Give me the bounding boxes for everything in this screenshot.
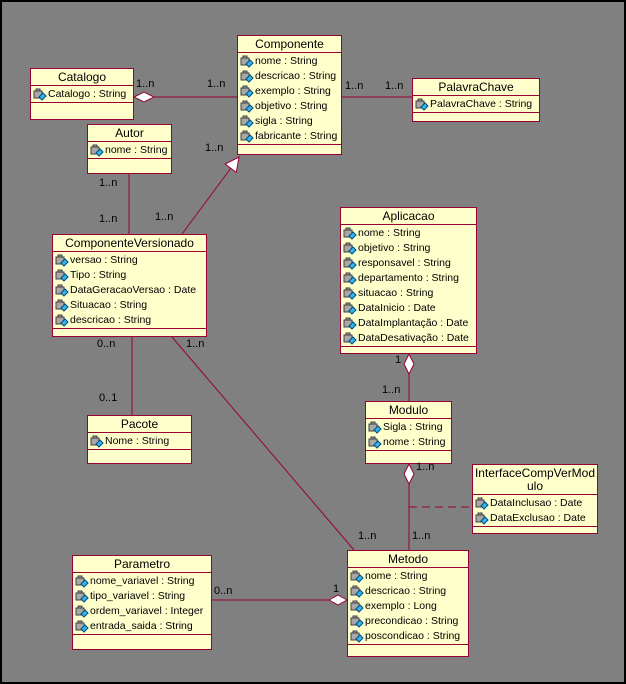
attribute-row bbox=[54, 253, 206, 268]
attribute-label: situacao : String bbox=[358, 287, 434, 299]
attribute-row bbox=[342, 226, 476, 241]
attributes-compartment bbox=[88, 433, 191, 449]
attribute-label: DataInicio : Date bbox=[358, 302, 436, 314]
attribute-row bbox=[414, 97, 539, 112]
multiplicity-label: 1..n bbox=[205, 142, 224, 154]
multiplicity-label: 1 bbox=[395, 354, 402, 366]
attribute-row bbox=[349, 599, 468, 614]
multiplicity-label: 1..n bbox=[412, 530, 431, 542]
class-name: InterfaceCompVerModulo bbox=[474, 466, 596, 493]
attribute-label: Catalogo : String bbox=[48, 88, 127, 100]
operations-compartment bbox=[366, 450, 451, 463]
attribute-label: DataGeracaoVersao : Date bbox=[70, 284, 197, 296]
multiplicity-label: 1..n bbox=[382, 384, 401, 396]
attributes-compartment bbox=[73, 573, 211, 634]
private-attribute-icon bbox=[240, 85, 254, 98]
class-aplicacao[interactable] bbox=[340, 207, 477, 354]
multiplicity-label: 1..n bbox=[385, 80, 404, 92]
attribute-row bbox=[54, 298, 206, 313]
private-attribute-icon bbox=[350, 615, 364, 628]
attribute-label: nome_variavel : String bbox=[90, 575, 195, 587]
class-interfacecompvermodulo[interactable] bbox=[472, 464, 598, 534]
attribute-row bbox=[54, 283, 206, 298]
attribute-row bbox=[474, 496, 597, 511]
class-autor[interactable] bbox=[87, 124, 172, 174]
operations-compartment bbox=[53, 328, 206, 336]
attributes-compartment bbox=[341, 225, 476, 346]
attribute-label: exemplo : String bbox=[255, 85, 331, 97]
operations-compartment bbox=[473, 526, 597, 533]
class-name: Componente bbox=[238, 36, 341, 53]
private-attribute-icon bbox=[240, 100, 254, 113]
attribute-row bbox=[349, 614, 468, 629]
private-attribute-icon bbox=[75, 575, 89, 588]
edge-catalogo-componente[interactable] bbox=[134, 92, 237, 102]
attribute-row bbox=[349, 629, 468, 644]
private-attribute-icon bbox=[343, 287, 357, 300]
attribute-label: exemplo : Long bbox=[365, 600, 437, 612]
attribute-label: nome : String bbox=[255, 55, 318, 67]
class-parametro[interactable] bbox=[72, 555, 212, 650]
class-name: PalavraChave bbox=[413, 79, 539, 96]
operations-compartment bbox=[88, 449, 191, 463]
private-attribute-icon bbox=[90, 144, 104, 157]
operations-compartment bbox=[88, 158, 171, 173]
private-attribute-icon bbox=[55, 254, 69, 267]
attribute-row bbox=[342, 241, 476, 256]
aggregation-diamond-icon bbox=[404, 354, 414, 374]
attribute-label: entrada_saida : String bbox=[90, 620, 193, 632]
multiplicity-label: 1..n bbox=[136, 78, 155, 90]
attribute-row bbox=[474, 511, 597, 526]
attribute-label: ordem_variavel : Integer bbox=[90, 605, 204, 617]
class-name: Modulo bbox=[366, 402, 451, 419]
private-attribute-icon bbox=[368, 436, 382, 449]
attribute-label: fabricante : String bbox=[255, 130, 338, 142]
multiplicity-label: 1..n bbox=[207, 78, 226, 90]
attribute-row bbox=[342, 286, 476, 301]
attribute-label: objetivo : String bbox=[255, 100, 328, 112]
private-attribute-icon bbox=[350, 585, 364, 598]
private-attribute-icon bbox=[475, 512, 489, 525]
attribute-row bbox=[74, 619, 211, 634]
attribute-row bbox=[74, 604, 211, 619]
attribute-label: descricao : String bbox=[255, 70, 337, 82]
class-name: Autor bbox=[88, 125, 171, 142]
attributes-compartment bbox=[53, 252, 206, 328]
attribute-label: DataInclusao : Date bbox=[490, 497, 583, 509]
multiplicity-label: 0..n bbox=[97, 338, 116, 350]
attribute-label: tipo_variavel : String bbox=[90, 590, 186, 602]
private-attribute-icon bbox=[415, 98, 429, 111]
generalization-triangle-icon bbox=[225, 157, 239, 172]
attribute-label: responsavel : String bbox=[358, 257, 451, 269]
edge-componenteversionado-metodo[interactable] bbox=[172, 337, 354, 550]
attribute-label: nome : String bbox=[358, 227, 421, 239]
class-name: Pacote bbox=[88, 416, 191, 433]
private-attribute-icon bbox=[240, 115, 254, 128]
operations-compartment bbox=[238, 144, 341, 154]
attribute-row bbox=[349, 584, 468, 599]
attribute-label: precondicao : String bbox=[365, 615, 459, 627]
aggregation-diamond-icon bbox=[329, 595, 347, 605]
aggregation-diamond-icon bbox=[404, 464, 414, 484]
private-attribute-icon bbox=[343, 332, 357, 345]
attribute-label: objetivo : String bbox=[358, 242, 431, 254]
private-attribute-icon bbox=[350, 570, 364, 583]
attributes-compartment bbox=[88, 142, 171, 158]
operations-compartment bbox=[341, 346, 476, 353]
private-attribute-icon bbox=[33, 88, 47, 101]
class-metodo[interactable] bbox=[347, 550, 469, 657]
attribute-row bbox=[54, 313, 206, 328]
class-name: Catalogo bbox=[31, 69, 133, 86]
private-attribute-icon bbox=[55, 269, 69, 282]
operations-compartment bbox=[73, 634, 211, 649]
attribute-label: DataExclusao : Date bbox=[490, 512, 586, 524]
aggregation-diamond-icon bbox=[134, 92, 154, 102]
private-attribute-icon bbox=[240, 130, 254, 143]
attributes-compartment bbox=[473, 495, 597, 526]
attribute-row bbox=[239, 99, 341, 114]
attribute-label: nome : String bbox=[105, 144, 168, 156]
private-attribute-icon bbox=[55, 284, 69, 297]
attribute-row bbox=[74, 589, 211, 604]
attribute-label: nome : String bbox=[383, 436, 446, 448]
attribute-label: poscondicao : String bbox=[365, 630, 461, 642]
attribute-row bbox=[74, 574, 211, 589]
attribute-row bbox=[239, 69, 341, 84]
attribute-row bbox=[89, 143, 171, 158]
attribute-label: nome : String bbox=[365, 570, 428, 582]
operations-compartment bbox=[31, 102, 133, 119]
multiplicity-label: 0..1 bbox=[99, 392, 118, 404]
attributes-compartment bbox=[31, 86, 133, 102]
attribute-row bbox=[367, 420, 451, 435]
attribute-label: descricao : String bbox=[365, 585, 447, 597]
class-palavrachave[interactable] bbox=[412, 78, 540, 122]
attribute-label: Tipo : String bbox=[70, 269, 127, 281]
attribute-row bbox=[54, 268, 206, 283]
attribute-label: DataDesativação : Date bbox=[358, 332, 469, 344]
private-attribute-icon bbox=[343, 227, 357, 240]
attribute-label: sigla : String bbox=[255, 115, 313, 127]
attributes-compartment bbox=[366, 419, 451, 450]
private-attribute-icon bbox=[343, 317, 357, 330]
attribute-row bbox=[367, 435, 451, 450]
private-attribute-icon bbox=[75, 605, 89, 618]
private-attribute-icon bbox=[350, 630, 364, 643]
attribute-label: versao : String bbox=[70, 254, 138, 266]
class-componenteversionado[interactable] bbox=[52, 234, 207, 337]
private-attribute-icon bbox=[90, 435, 104, 448]
operations-compartment bbox=[413, 112, 539, 121]
attribute-row bbox=[239, 114, 341, 129]
private-attribute-icon bbox=[343, 272, 357, 285]
private-attribute-icon bbox=[343, 302, 357, 315]
multiplicity-label: 1..n bbox=[99, 213, 118, 225]
attribute-row bbox=[239, 129, 341, 144]
multiplicity-label: 1..n bbox=[155, 211, 174, 223]
class-name: Metodo bbox=[348, 551, 468, 568]
private-attribute-icon bbox=[240, 55, 254, 68]
attribute-label: Nome : String bbox=[105, 435, 170, 447]
attribute-row bbox=[342, 331, 476, 346]
class-name: Parametro bbox=[73, 556, 211, 573]
attribute-row bbox=[89, 434, 191, 449]
private-attribute-icon bbox=[55, 314, 69, 327]
attribute-row bbox=[342, 271, 476, 286]
private-attribute-icon bbox=[75, 620, 89, 633]
attribute-label: descricao : String bbox=[70, 314, 152, 326]
attributes-compartment bbox=[413, 96, 539, 112]
attribute-row bbox=[239, 54, 341, 69]
attributes-compartment bbox=[348, 568, 468, 644]
private-attribute-icon bbox=[368, 421, 382, 434]
attribute-label: departamento : String bbox=[358, 272, 459, 284]
attribute-label: Sigla : String bbox=[383, 421, 443, 433]
multiplicity-label: 1..n bbox=[99, 177, 118, 189]
edge-aplicacao-modulo[interactable] bbox=[404, 354, 414, 401]
class-componente[interactable] bbox=[237, 35, 342, 155]
attribute-row bbox=[32, 87, 133, 102]
multiplicity-label: 1 bbox=[333, 583, 340, 595]
class-name: ComponenteVersionado bbox=[53, 235, 206, 252]
operations-compartment bbox=[348, 644, 468, 656]
attribute-row bbox=[342, 256, 476, 271]
attribute-row bbox=[342, 301, 476, 316]
attribute-row bbox=[239, 84, 341, 99]
private-attribute-icon bbox=[240, 70, 254, 83]
private-attribute-icon bbox=[343, 257, 357, 270]
multiplicity-label: 1..n bbox=[345, 80, 364, 92]
private-attribute-icon bbox=[343, 242, 357, 255]
private-attribute-icon bbox=[55, 299, 69, 312]
class-pacote[interactable] bbox=[87, 415, 192, 464]
multiplicity-label: 1..n bbox=[186, 338, 205, 350]
attribute-label: DataImplantação : Date bbox=[358, 317, 469, 329]
attributes-compartment bbox=[238, 53, 341, 144]
class-name: Aplicacao bbox=[341, 208, 476, 225]
class-catalogo[interactable] bbox=[30, 68, 134, 120]
edge-componenteversionado-componente[interactable] bbox=[182, 157, 239, 234]
attribute-row bbox=[349, 569, 468, 584]
multiplicity-label: 1..n bbox=[358, 530, 377, 542]
class-modulo[interactable] bbox=[365, 401, 452, 464]
attribute-row bbox=[342, 316, 476, 331]
multiplicity-label: 1..n bbox=[416, 461, 435, 473]
attribute-label: Situacao : String bbox=[70, 299, 148, 311]
attribute-label: PalavraChave : String bbox=[430, 98, 533, 110]
private-attribute-icon bbox=[350, 600, 364, 613]
private-attribute-icon bbox=[75, 590, 89, 603]
private-attribute-icon bbox=[475, 497, 489, 510]
multiplicity-label: 0..n bbox=[214, 585, 233, 597]
